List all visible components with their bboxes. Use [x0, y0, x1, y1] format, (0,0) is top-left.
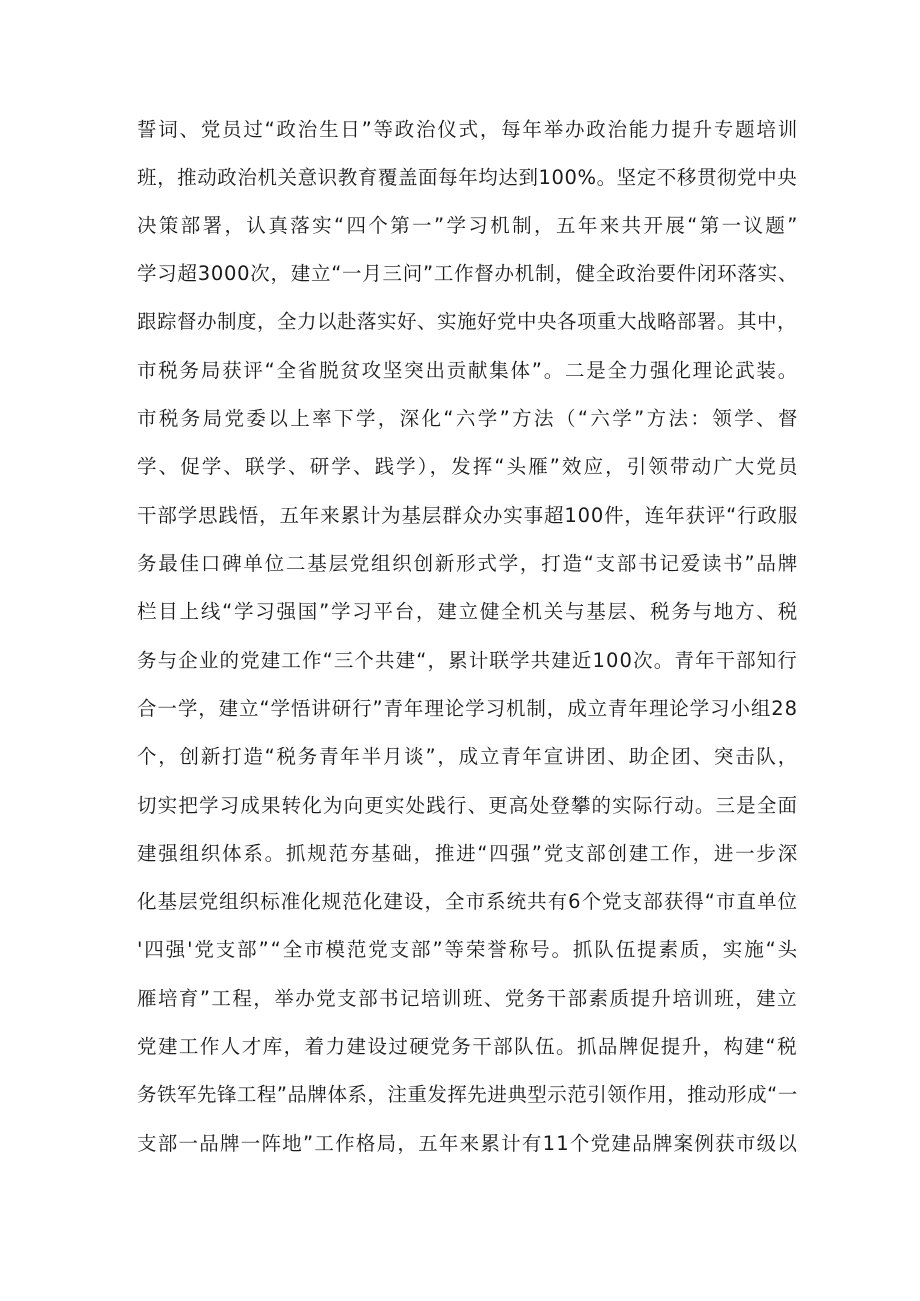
text-line: 栏目上线“学习强国”学习平台，建立健全机关与基层、税务与地方、税 [137, 600, 799, 623]
text-line: 务铁军先锋工程”品牌体系，注重发挥先进典型示范引领作用，推动形成“一 [137, 1083, 798, 1106]
text-line: '四强'党支部”“全市模范党支部”等荣誉称号。抓队伍提素质，实施“头 [137, 938, 800, 961]
text-line: 切实把学习成果转化为向更实处践行、更高处登攀的实际行动。三是全面 [137, 794, 799, 817]
text-line: 支部一品牌一阵地”工作格局，五年来累计有11个党建品牌案例获市级以 [137, 1132, 799, 1155]
text-line: 誓词、党员过“政治生日”等政治仪式，每年举办政治能力提升专题培训 [137, 118, 799, 141]
text-line: 决策部署，认真落实“四个第一”学习机制，五年来共开展“第一议题” [137, 214, 800, 237]
text-line: 建强组织体系。抓规范夯基础，推进“四强”党支部创建工作，进一步深 [137, 842, 799, 865]
text-line: 化基层党组织标准化规范化建设，全市系统共有6个党支部获得“市直单位 [137, 890, 799, 913]
text-line: 干部学思践悟，五年来累计为基层群众办实事超100件，连年获评“行政服 [137, 504, 799, 527]
text-line: 党建工作人才库，着力建设过硬党务干部队伍。抓品牌促提升，构建“税 [137, 1035, 799, 1058]
text-line: 学习超3000次，建立“一月三问”工作督办机制，健全政治要件闭环落实、 [137, 262, 799, 285]
text-line: 学、促学、联学、研学、践学），发挥“头雁”效应，引领带动广大党员 [137, 455, 800, 478]
text-line: 市税务局党委以上率下学，深化“六学”方法（“六学”方法：领学、督 [137, 407, 800, 430]
text-line: 跟踪督办制度，全力以赴落实好、实施好党中央各项重大战略部署。其中， [137, 310, 798, 333]
text-line: 务最佳口碑单位二基层党组织创新形式学，打造“支部书记爱读书”品牌 [137, 552, 799, 575]
text-line: 雁培育”工程，举办党支部书记培训班、党务干部素质提升培训班，建立 [137, 987, 799, 1010]
text-line: 个，创新打造“税务青年半月谈”，成立青年宣讲团、助企团、突击队， [137, 745, 799, 768]
text-line: 班，推动政治机关意识教育覆盖面每年均达到100%。坚定不移贯彻党中央 [137, 166, 798, 189]
text-line: 市税务局获评“全省脱贫攻坚突出贡献集体”。二是全力强化理论武装。 [137, 359, 799, 382]
text-line: 合一学，建立“学悟讲研行”青年理论学习机制，成立青年理论学习小组28 [137, 697, 798, 720]
text-line: 务与企业的党建工作“三个共建“，累计联学共建近100次。青年干部知行 [137, 649, 799, 672]
